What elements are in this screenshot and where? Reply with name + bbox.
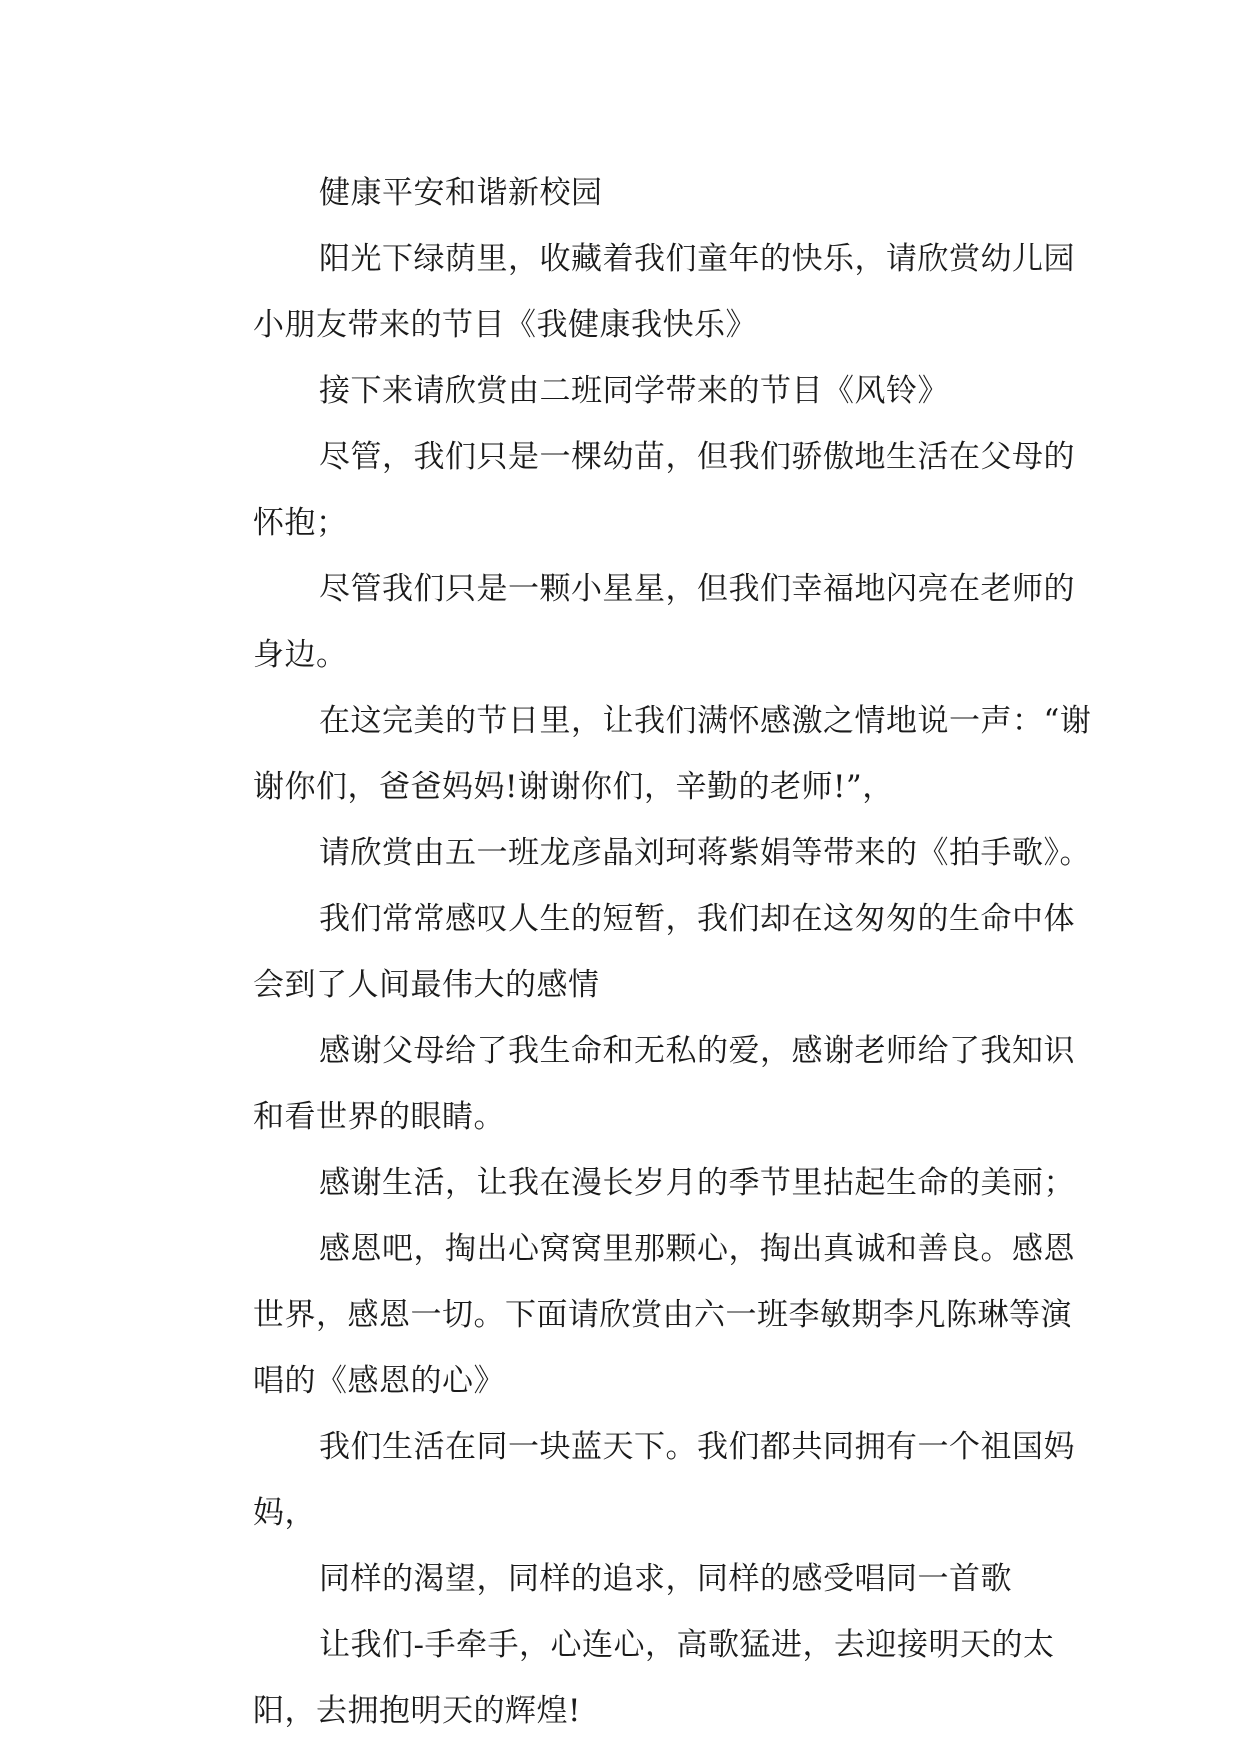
paragraph-line: 身边。 [253, 637, 348, 673]
paragraph-9 [187, 1018, 1075, 1150]
paragraph-line: 在这完美的节日里，让我们满怀感激之情地说一声：“谢 [319, 703, 1092, 739]
paragraph-line: 尽管，我们只是一棵幼苗，但我们骄傲地生活在父母的 [319, 439, 1075, 475]
paragraph-2 [187, 226, 1075, 358]
paragraph-line: 我们常常感叹人生的短暂，我们却在这匆匆的生命中体 [319, 901, 1075, 937]
paragraph-7 [187, 820, 1091, 886]
paragraph-line: 阳，去拥抱明天的辉煌! [253, 1693, 581, 1729]
paragraph-line: 妈， [253, 1495, 316, 1531]
paragraph-line: 唱的《感恩的心》 [253, 1363, 505, 1399]
document-body [187, 160, 1092, 1744]
paragraph-line: 世界，感恩一切。下面请欣赏由六一班李敏期李凡陈琳等演 [253, 1297, 1072, 1333]
paragraph-line: 请欣赏由五一班龙彦晶刘珂蒋紫娟等带来的《拍手歌》。 [319, 835, 1091, 871]
paragraph-14 [187, 1612, 1057, 1744]
paragraph-line: 阳光下绿荫里，收藏着我们童年的快乐，请欣赏幼儿园 [319, 241, 1075, 277]
paragraph-line: 谢你们，爸爸妈妈!谢谢你们，辛勤的老师!”， [253, 769, 894, 805]
paragraph-line: 同样的渴望，同样的追求，同样的感受唱同一首歌 [319, 1561, 1012, 1597]
paragraph-4 [187, 424, 1075, 556]
paragraph-line: 健康平安和谐新校园 [319, 175, 603, 211]
paragraph-1 [187, 160, 1057, 226]
paragraph-line: 接下来请欣赏由二班同学带来的节目《风铃》 [319, 373, 949, 409]
paragraph-line: 会到了人间最伟大的感情 [253, 967, 600, 1003]
paragraph-13 [187, 1546, 1057, 1612]
paragraph-line: 怀抱； [253, 505, 348, 541]
paragraph-line: 感谢生活，让我在漫长岁月的季节里拈起生命的美丽； [319, 1165, 1075, 1201]
paragraph-12 [187, 1414, 1075, 1546]
paragraph-11 [187, 1216, 1075, 1414]
paragraph-line: 尽管我们只是一颗小星星，但我们幸福地闪亮在老师的 [319, 571, 1075, 607]
paragraph-3 [187, 358, 1057, 424]
paragraph-line: 感谢父母给了我生命和无私的爱，感谢老师给了我知识 [319, 1033, 1075, 1069]
paragraph-5 [187, 556, 1075, 688]
paragraph-line: 感恩吧，掏出心窝窝里那颗心，掏出真诚和善良。感恩 [319, 1231, 1075, 1267]
paragraph-line: 让我们-手牵手，心连心，高歌猛进，去迎接明天的太 [319, 1627, 1055, 1663]
paragraph-line: 和看世界的眼睛。 [253, 1099, 505, 1135]
paragraph-line: 小朋友带来的节目《我健康我快乐》 [253, 307, 757, 343]
paragraph-line: 我们生活在同一块蓝天下。我们都共同拥有一个祖国妈 [319, 1429, 1075, 1465]
paragraph-10 [187, 1150, 1075, 1216]
paragraph-6 [187, 688, 1092, 820]
paragraph-8 [187, 886, 1075, 1018]
